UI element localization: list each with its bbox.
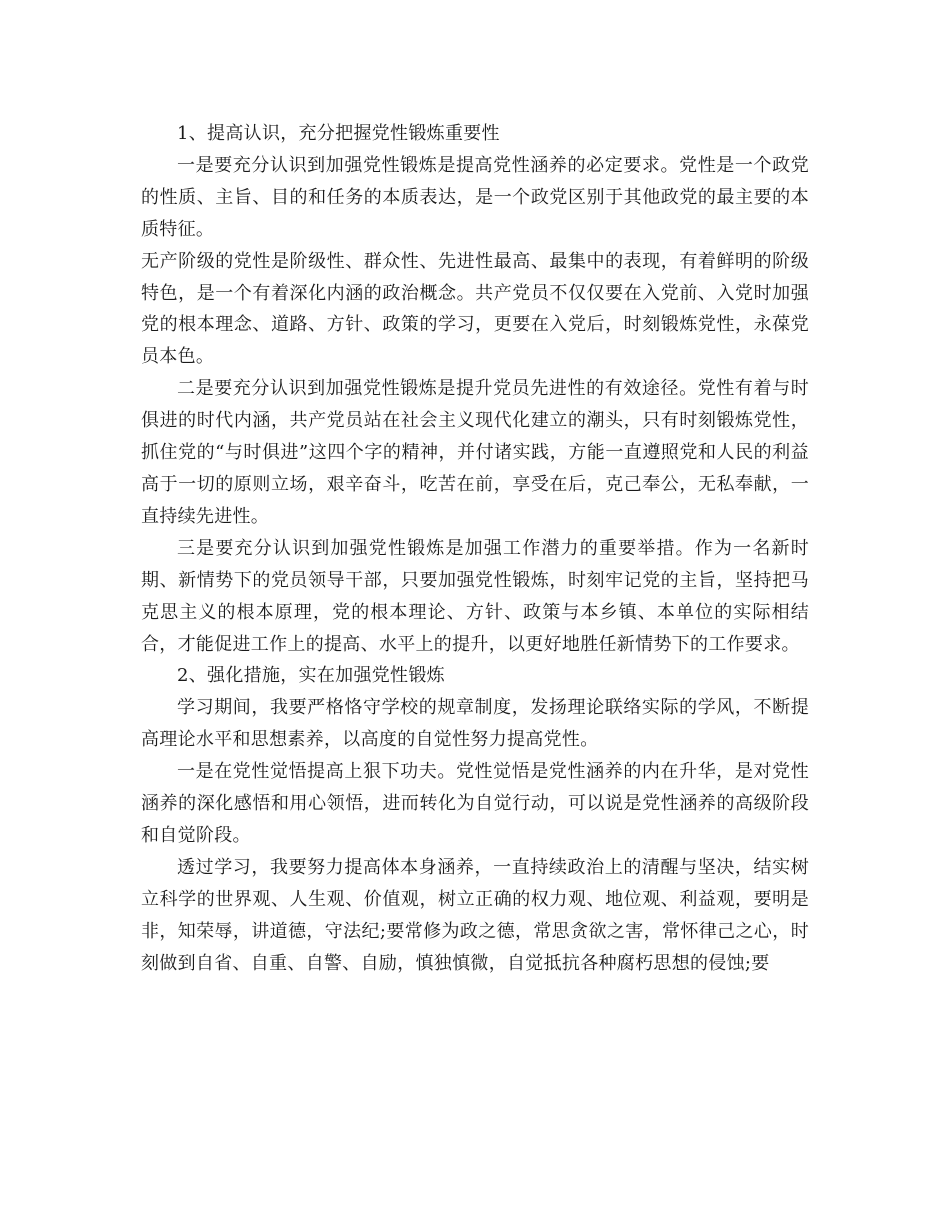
body-paragraph: 无产阶级的党性是阶级性、群众性、先进性最高、最集中的表现，有着鲜明的阶级特色，是一个有着深化内涵的政治概念。共产党员不仅仅要在入党前、入党时加强党的根本理念、道路、方针、政策的学习，更要在入党后，时刻锻炼党性，永葆党员本色。 <box>141 250 809 368</box>
body-paragraph: 三是要充分认识到加强党性锻炼是加强工作潜力的重要举措。作为一名新时期、新情势下的党员领导干部，只要加强党性锻炼，时刻牢记党的主旨，坚持把马克思主义的根本原理，党的根本理论、方针、政策与本乡镇、本单位的实际相结合，才能促进工作上的提高、水平上的提升，以更好地胜任新情势下的工作要求。 <box>141 537 809 655</box>
body-paragraph: 二是要充分认识到加强党性锻炼是提升党员先进性的有效途径。党性有着与时俱进的时代内涵，共产党员站在社会主义现代化建立的潮头，只有时刻锻炼党性，抓住党的“与时俱进”这四个字的精神，并付诸实践，方能一直遵照党和人民的利益高于一切的原则立场，艰辛奋斗，吃苦在前，享受在后，克己奉公，无私奉献，一直持续先进性。 <box>141 378 809 527</box>
section-heading-1: 1、提高认识，充分把握党性锻炼重要性 <box>177 123 500 144</box>
body-paragraph: 学习期间，我要严格恪守学校的规章制度，发扬理论联络实际的学风，不断提高理论水平和思想素养，以高度的自觉性努力提高党性。 <box>141 697 809 751</box>
document-body <box>141 118 809 979</box>
body-paragraph: 一是在党性觉悟提高上狠下功夫。党性觉悟是党性涵养的内在升华，是对党性涵养的深化感悟和用心领悟，进而转化为自觉行动，可以说是党性涵养的高级阶段和自觉阶段。 <box>141 761 809 846</box>
body-paragraph: 透过学习，我要努力提高体本身涵养，一直持续政治上的清醒与坚决，结实树立科学的世界观、人生观、价值观，树立正确的权力观、地位观、利益观，要明是非，知荣辱，讲道德，守法纪;要常修为政之德，常思贪欲之害，常怀律己之心，时刻做到自省、自重、自警、自励，慎独慎微，自觉抵抗各种腐朽思想的侵蚀;要 <box>141 856 809 974</box>
section-heading-2: 2、强化措施，实在加强党性锻炼 <box>177 665 445 687</box>
body-paragraph: 一是要充分认识到加强党性锻炼是提高党性涵养的必定要求。党性是一个政党的性质、主旨、目的和任务的本质表达，是一个政党区别于其他政党的最主要的本质特征。 <box>141 154 809 240</box>
